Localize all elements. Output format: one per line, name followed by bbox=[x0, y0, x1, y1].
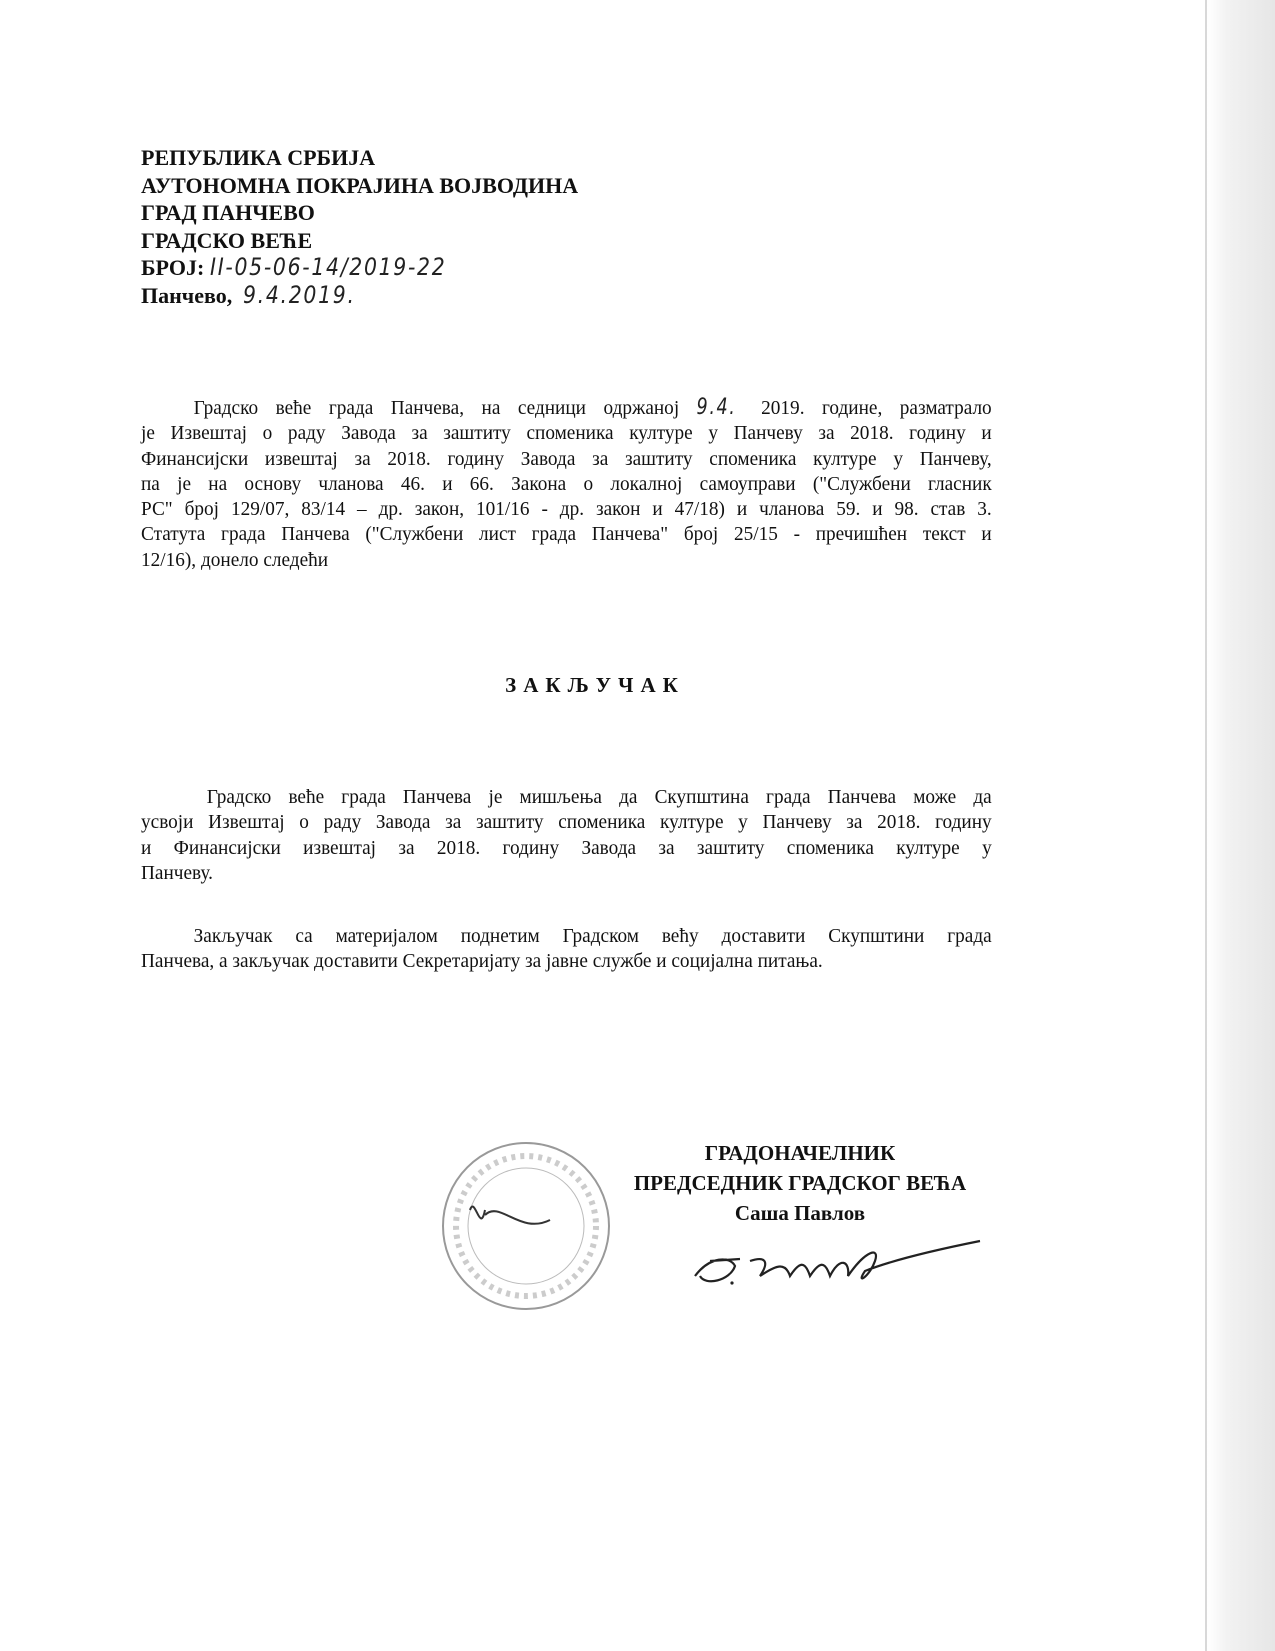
signatory-title: ГРАДОНАЧЕЛНИК bbox=[704, 1141, 896, 1165]
session-date: 9.4. bbox=[696, 395, 737, 420]
delivery-line: Закључак са материјалом поднетим Градском већу доставити Скупштини града bbox=[193, 925, 992, 947]
header-line: ГРАДСКО ВЕЋЕ bbox=[141, 227, 313, 253]
number-value: II-05-06-14/2019-22 bbox=[209, 253, 447, 281]
scan-edge-line bbox=[1205, 0, 1207, 1651]
document-number bbox=[141, 254, 578, 282]
intro-line: је Извештај о раду Завода за заштиту споменика културе у Панчеву за 2018. годину и bbox=[141, 422, 992, 445]
signatory-title: ПРЕДСЕДНИК ГРАДСКОГ ВЕЋА bbox=[633, 1171, 967, 1195]
official-stamp bbox=[440, 1140, 612, 1312]
scan-edge bbox=[1207, 0, 1275, 1651]
conclusion-line: Панчеву. bbox=[141, 861, 213, 884]
intro-line: Статута града Панчева ("Службени лист града Панчева" број 25/15 - пречишћен текст и bbox=[141, 523, 992, 546]
header-line: ГРАД ПАНЧЕВО bbox=[141, 200, 315, 225]
intro-text: Градско веће града Панчева, на седници одржаној bbox=[193, 397, 680, 419]
intro-line: Финансијски извештај за 2018. годину Завода за заштиту споменика културе у Панчеву, bbox=[141, 447, 992, 470]
delivery-paragraph bbox=[141, 924, 992, 975]
document-date bbox=[141, 282, 578, 310]
header-line: РЕПУБЛИКА СРБИЈА bbox=[141, 145, 376, 170]
intro-line bbox=[141, 395, 992, 421]
intro-line: 12/16), донело следећи bbox=[141, 548, 329, 571]
header-line: АУТОНОМНА ПОКРАЈИНА ВОЈВОДИНА bbox=[141, 172, 579, 198]
conclusion-line: и Финансијски извештај за 2018. годину Завода за заштиту споменика културе у bbox=[141, 836, 992, 859]
conclusion-line: Градско веће града Панчева је мишљења да Скупштина града Панчева може да bbox=[206, 786, 992, 808]
intro-line: РС" број 129/07, 83/14 – др. закон, 101/16 - др. закон и 47/18) и чланова 59. и 98. став 3. bbox=[141, 498, 992, 521]
intro-paragraph bbox=[141, 395, 992, 573]
conclusion-line: усвоји Извештај о раду Завода за заштиту споменика културе у Панчеву за 2018. годину bbox=[141, 811, 992, 834]
intro-line: па је на основу чланова 46. и 66. Закона о локалној самоуправи ("Службени гласник bbox=[141, 472, 992, 495]
signature-block bbox=[590, 1138, 1010, 1228]
delivery-line: Панчева, а закључак доставити Секретаријату за јавне службе и социјална питања. bbox=[141, 950, 823, 973]
place-label: Панчево, bbox=[141, 282, 233, 308]
signatory-name: Саша Павлов bbox=[734, 1201, 866, 1225]
handwritten-signature bbox=[690, 1236, 990, 1296]
date-value: 9.4.2019. bbox=[243, 280, 356, 309]
number-label: БРОЈ: bbox=[141, 255, 205, 280]
intro-text: 2019. године, разматрало bbox=[761, 397, 992, 419]
document-header bbox=[141, 144, 578, 309]
document-title: ЗАКЉУЧАК bbox=[505, 673, 685, 697]
conclusion-paragraph bbox=[141, 785, 992, 886]
